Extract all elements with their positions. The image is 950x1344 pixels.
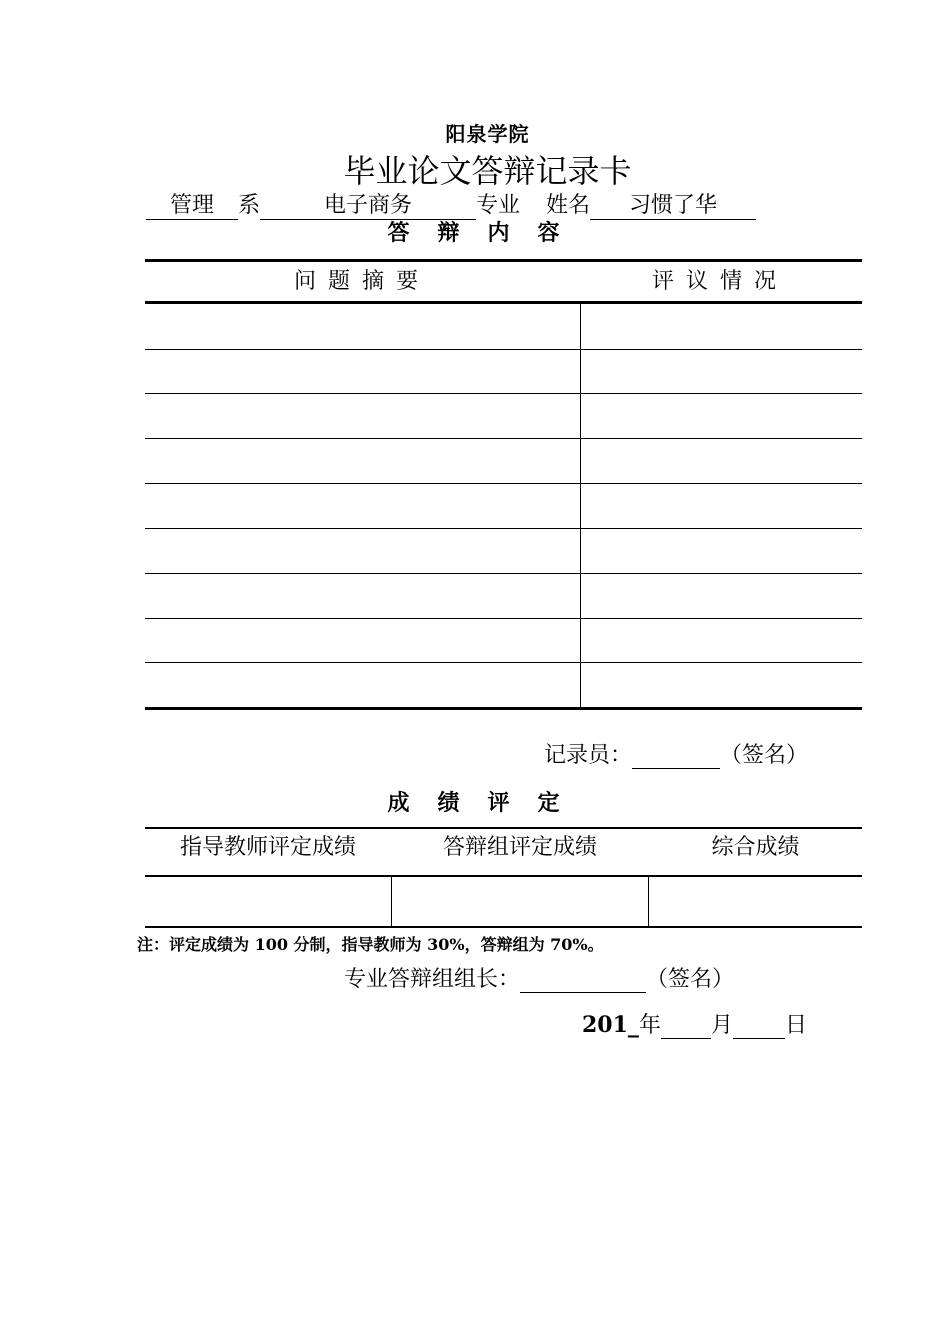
recorder-signature-blank[interactable]: [632, 744, 720, 769]
overall-grade-cell[interactable]: [649, 877, 862, 926]
table-top-rule: [145, 259, 862, 262]
table-row[interactable]: [145, 529, 862, 574]
recorder-sign-note: （签名）: [720, 743, 809, 768]
recorder-signature-line: [544, 738, 808, 769]
table-row[interactable]: [145, 439, 862, 484]
day-blank[interactable]: [733, 1014, 785, 1039]
table-row[interactable]: [145, 574, 862, 619]
recorder-label: 记录员：: [544, 743, 633, 768]
leader-signature-blank[interactable]: [520, 968, 646, 993]
grading-top-rule: [145, 827, 862, 829]
table-bottom-rule: [145, 707, 862, 710]
committee-grade-cell[interactable]: [392, 877, 648, 926]
table-row[interactable]: [145, 304, 862, 350]
column-header-advisor-grade: 指导教师评定成绩: [179, 835, 356, 860]
grading-note: 注：评定成绩为 100 分制，指导教师为 30%，答辩组为 70%。: [137, 935, 604, 954]
table-row[interactable]: [145, 349, 862, 394]
year-label: 年: [638, 1013, 661, 1038]
leader-signature-line: [344, 962, 734, 993]
major-field[interactable]: 电子商务: [260, 193, 476, 220]
department-field[interactable]: 管理: [146, 193, 238, 220]
major-suffix: 专业: [476, 193, 521, 218]
defense-section-title: 答辩内容: [387, 220, 588, 246]
leader-sign-note: （签名）: [646, 967, 735, 992]
day-label: 日: [784, 1013, 807, 1038]
table-row[interactable]: [145, 619, 862, 663]
leader-label: 专业答辩组组长：: [344, 967, 521, 992]
month-label: 月: [710, 1013, 733, 1038]
department-suffix: 系: [238, 193, 261, 218]
date-line: [582, 1008, 807, 1039]
year-prefix: 201_: [582, 1012, 639, 1038]
column-header-review: 评议情况: [652, 269, 789, 294]
month-blank[interactable]: [661, 1014, 711, 1039]
page-title: 毕业论文答辩记录卡: [343, 152, 632, 190]
column-header-committee-grade: 答辩组评定成绩: [442, 835, 597, 860]
advisor-grade-cell[interactable]: [145, 877, 391, 926]
student-name-field[interactable]: 习惯了华: [590, 193, 756, 220]
table-row[interactable]: [145, 484, 862, 529]
column-header-question-summary: 问题摘要: [294, 269, 431, 294]
name-label: 姓名: [546, 193, 591, 218]
table-row[interactable]: [145, 663, 862, 707]
column-header-overall-grade: 综合成绩: [711, 835, 800, 860]
grading-bottom-rule: [145, 926, 862, 928]
school-name: 阳泉学院: [445, 122, 530, 146]
table-row[interactable]: [145, 394, 862, 439]
grading-section-title: 成绩评定: [387, 790, 588, 816]
